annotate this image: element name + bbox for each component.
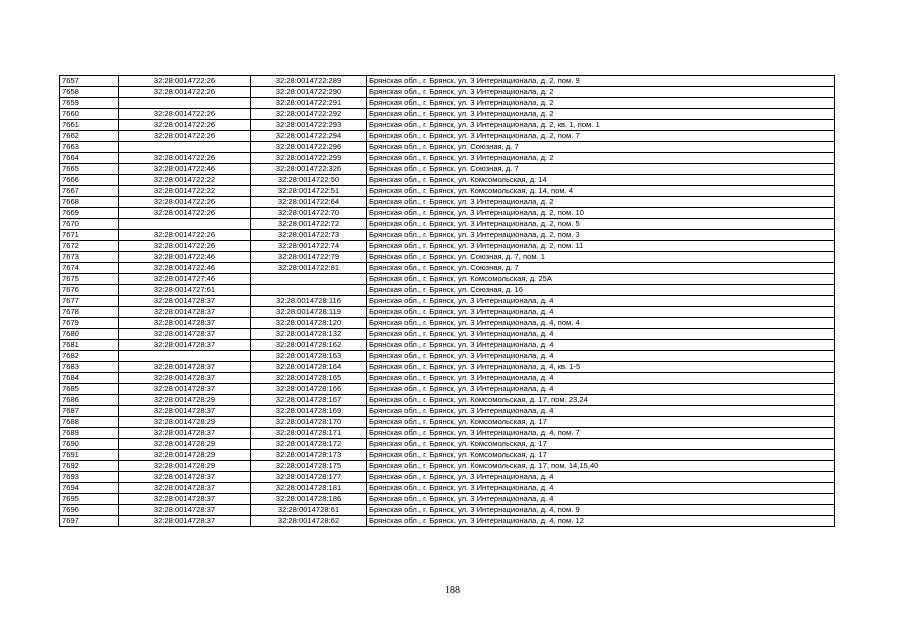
address-cell: Брянская обл., г. Брянск, ул. 3 Интернационала, д. 4, кв. 1-5 <box>367 362 835 373</box>
address-cell: Брянская обл., г. Брянск, ул. Союзная, д. 7 <box>367 164 835 175</box>
table-row <box>60 318 835 329</box>
address-cell: Брянская обл., г. Брянск, ул. 3 Интернационала, д. 4 <box>367 384 835 395</box>
row-number-cell: 7679 <box>60 318 119 329</box>
object-cadastral-cell: 32:28:0014722:64 <box>251 197 367 208</box>
parcel-cadastral-cell: 32:28:0014722:26 <box>119 109 251 120</box>
address-cell: Брянская обл., г. Брянск, ул. 3 Интернационала, д. 2, пом. 5 <box>367 219 835 230</box>
address-cell: Брянская обл., г. Брянск, ул. Комсомольская, д. 17 <box>367 450 835 461</box>
address-cell: Брянская обл., г. Брянск, ул. 3 Интернационала, д. 4 <box>367 406 835 417</box>
table-body <box>60 76 835 527</box>
object-cadastral-cell: 32:28:0014728:120 <box>251 318 367 329</box>
address-cell: Брянская обл., г. Брянск, ул. Комсомольская, д. 14 <box>367 175 835 186</box>
object-cadastral-cell <box>251 274 367 285</box>
object-cadastral-cell: 32:28:0014728:163 <box>251 351 367 362</box>
row-number-cell: 7673 <box>60 252 119 263</box>
row-number-cell: 7694 <box>60 483 119 494</box>
parcel-cadastral-cell: 32:28:0014722:26 <box>119 208 251 219</box>
parcel-cadastral-cell: 32:28:0014722:46 <box>119 164 251 175</box>
object-cadastral-cell: 32:28:0014728:172 <box>251 439 367 450</box>
row-number-cell: 7692 <box>60 461 119 472</box>
address-cell: Брянская обл., г. Брянск, ул. Комсомольская, д. 17, пом. 23,24 <box>367 395 835 406</box>
object-cadastral-cell: 32:28:0014728:166 <box>251 384 367 395</box>
table-row <box>60 120 835 131</box>
table-row <box>60 175 835 186</box>
table-row <box>60 362 835 373</box>
table-row <box>60 483 835 494</box>
table-row <box>60 197 835 208</box>
table-row <box>60 109 835 120</box>
table-row <box>60 76 835 87</box>
address-cell: Брянская обл., г. Брянск, ул. 3 Интернационала, д. 4 <box>367 373 835 384</box>
address-cell: Брянская обл., г. Брянск, ул. Союзная, д. 7 <box>367 263 835 274</box>
row-number-cell: 7669 <box>60 208 119 219</box>
parcel-cadastral-cell: 32:28:0014728:37 <box>119 505 251 516</box>
table-row <box>60 406 835 417</box>
object-cadastral-cell <box>251 285 367 296</box>
parcel-cadastral-cell: 32:28:0014728:29 <box>119 450 251 461</box>
address-cell: Брянская обл., г. Брянск, ул. 3 Интернационала, д. 2 <box>367 98 835 109</box>
parcel-cadastral-cell: 32:28:0014728:37 <box>119 318 251 329</box>
address-cell: Брянская обл., г. Брянск, ул. 3 Интернационала, д. 4 <box>367 340 835 351</box>
parcel-cadastral-cell: 32:28:0014722:22 <box>119 175 251 186</box>
address-cell: Брянская обл., г. Брянск, ул. Союзная, д. 16 <box>367 285 835 296</box>
row-number-cell: 7681 <box>60 340 119 351</box>
object-cadastral-cell: 32:28:0014722:50 <box>251 175 367 186</box>
object-cadastral-cell: 32:28:0014728:132 <box>251 329 367 340</box>
object-cadastral-cell: 32:28:0014722:291 <box>251 98 367 109</box>
table-row <box>60 373 835 384</box>
parcel-cadastral-cell: 32:28:0014728:37 <box>119 340 251 351</box>
parcel-cadastral-cell: 32:28:0014728:37 <box>119 362 251 373</box>
row-number-cell: 7688 <box>60 417 119 428</box>
parcel-cadastral-cell: 32:28:0014722:26 <box>119 76 251 87</box>
parcel-cadastral-cell: 32:28:0014728:37 <box>119 307 251 318</box>
parcel-cadastral-cell: 32:28:0014727:61 <box>119 285 251 296</box>
parcel-cadastral-cell: 32:28:0014728:37 <box>119 384 251 395</box>
object-cadastral-cell: 32:28:0014728:167 <box>251 395 367 406</box>
row-number-cell: 7683 <box>60 362 119 373</box>
object-cadastral-cell: 32:28:0014722:293 <box>251 120 367 131</box>
address-cell: Брянская обл., г. Брянск, ул. 3 Интернационала, д. 4 <box>367 483 835 494</box>
row-number-cell: 7680 <box>60 329 119 340</box>
parcel-cadastral-cell: 32:28:0014728:37 <box>119 296 251 307</box>
parcel-cadastral-cell <box>119 351 251 362</box>
object-cadastral-cell: 32:28:0014722:72 <box>251 219 367 230</box>
row-number-cell: 7691 <box>60 450 119 461</box>
table-row <box>60 164 835 175</box>
row-number-cell: 7671 <box>60 230 119 241</box>
address-cell: Брянская обл., г. Брянск, ул. 3 Интернационала, д. 2 <box>367 197 835 208</box>
address-cell: Брянская обл., г. Брянск, ул. Комсомольская, д. 25А <box>367 274 835 285</box>
table-row <box>60 417 835 428</box>
parcel-cadastral-cell: 32:28:0014728:37 <box>119 428 251 439</box>
object-cadastral-cell: 32:28:0014722:51 <box>251 186 367 197</box>
row-number-cell: 7693 <box>60 472 119 483</box>
table-row <box>60 230 835 241</box>
object-cadastral-cell: 32:28:0014722:292 <box>251 109 367 120</box>
object-cadastral-cell: 32:28:0014722:79 <box>251 252 367 263</box>
object-cadastral-cell: 32:28:0014728:119 <box>251 307 367 318</box>
table-row <box>60 494 835 505</box>
object-cadastral-cell: 32:28:0014722:289 <box>251 76 367 87</box>
address-cell: Брянская обл., г. Брянск, ул. 3 Интернационала, д. 2, кв. 1, пом. 1 <box>367 120 835 131</box>
table-row <box>60 153 835 164</box>
parcel-cadastral-cell: 32:28:0014727:46 <box>119 274 251 285</box>
page-number: 188 <box>445 585 460 596</box>
object-cadastral-cell: 32:28:0014728:173 <box>251 450 367 461</box>
address-cell: Брянская обл., г. Брянск, ул. Комсомольская, д. 17, пом. 14,15,40 <box>367 461 835 472</box>
address-cell: Брянская обл., г. Брянск, ул. 3 Интернационала, д. 2, пом. 7 <box>367 131 835 142</box>
table-row <box>60 208 835 219</box>
object-cadastral-cell: 32:28:0014728:61 <box>251 505 367 516</box>
object-cadastral-cell: 32:28:0014722:74 <box>251 241 367 252</box>
parcel-cadastral-cell: 32:28:0014722:46 <box>119 263 251 274</box>
table-row <box>60 285 835 296</box>
address-cell: Брянская обл., г. Брянск, ул. 3 Интернационала, д. 4 <box>367 494 835 505</box>
parcel-cadastral-cell: 32:28:0014722:26 <box>119 197 251 208</box>
object-cadastral-cell: 32:28:0014728:171 <box>251 428 367 439</box>
row-number-cell: 7677 <box>60 296 119 307</box>
object-cadastral-cell: 32:28:0014728:116 <box>251 296 367 307</box>
parcel-cadastral-cell: 32:28:0014722:22 <box>119 186 251 197</box>
row-number-cell: 7657 <box>60 76 119 87</box>
table-row <box>60 186 835 197</box>
parcel-cadastral-cell: 32:28:0014722:26 <box>119 87 251 98</box>
row-number-cell: 7670 <box>60 219 119 230</box>
address-cell: Брянская обл., г. Брянск, ул. Комсомольская, д. 17 <box>367 439 835 450</box>
object-cadastral-cell: 32:28:0014722:326 <box>251 164 367 175</box>
object-cadastral-cell: 32:28:0014728:177 <box>251 472 367 483</box>
parcel-cadastral-cell: 32:28:0014728:29 <box>119 439 251 450</box>
row-number-cell: 7667 <box>60 186 119 197</box>
row-number-cell: 7661 <box>60 120 119 131</box>
row-number-cell: 7658 <box>60 87 119 98</box>
parcel-cadastral-cell: 32:28:0014728:37 <box>119 373 251 384</box>
address-cell: Брянская обл., г. Брянск, ул. 3 Интернационала, д. 2, пом. 9 <box>367 76 835 87</box>
table-row <box>60 384 835 395</box>
row-number-cell: 7684 <box>60 373 119 384</box>
row-number-cell: 7690 <box>60 439 119 450</box>
row-number-cell: 7665 <box>60 164 119 175</box>
parcel-cadastral-cell <box>119 219 251 230</box>
row-number-cell: 7678 <box>60 307 119 318</box>
parcel-cadastral-cell: 32:28:0014722:26 <box>119 230 251 241</box>
parcel-cadastral-cell: 32:28:0014722:26 <box>119 241 251 252</box>
address-cell: Брянская обл., г. Брянск, ул. 3 Интернационала, д. 4 <box>367 329 835 340</box>
parcel-cadastral-cell: 32:28:0014728:37 <box>119 494 251 505</box>
parcel-cadastral-cell: 32:28:0014722:26 <box>119 153 251 164</box>
parcel-cadastral-cell: 32:28:0014728:37 <box>119 406 251 417</box>
parcel-cadastral-cell: 32:28:0014722:26 <box>119 131 251 142</box>
table-row <box>60 428 835 439</box>
parcel-cadastral-cell: 32:28:0014722:26 <box>119 120 251 131</box>
object-cadastral-cell: 32:28:0014728:186 <box>251 494 367 505</box>
table-row <box>60 351 835 362</box>
row-number-cell: 7672 <box>60 241 119 252</box>
address-cell: Брянская обл., г. Брянск, ул. 3 Интернационала, д. 4, пом. 7 <box>367 428 835 439</box>
address-cell: Брянская обл., г. Брянск, ул. 3 Интернационала, д. 4, пом. 9 <box>367 505 835 516</box>
address-cell: Брянская обл., г. Брянск, ул. 3 Интернационала, д. 4 <box>367 296 835 307</box>
table-row <box>60 131 835 142</box>
object-cadastral-cell: 32:28:0014728:175 <box>251 461 367 472</box>
table-row <box>60 472 835 483</box>
object-cadastral-cell: 32:28:0014722:73 <box>251 230 367 241</box>
address-cell: Брянская обл., г. Брянск, ул. 3 Интернационала, д. 2, пом. 11 <box>367 241 835 252</box>
parcel-cadastral-cell <box>119 142 251 153</box>
object-cadastral-cell: 32:28:0014722:296 <box>251 142 367 153</box>
parcel-cadastral-cell: 32:28:0014728:37 <box>119 472 251 483</box>
cadastral-table <box>59 75 835 527</box>
parcel-cadastral-cell: 32:28:0014728:29 <box>119 417 251 428</box>
object-cadastral-cell: 32:28:0014722:70 <box>251 208 367 219</box>
address-cell: Брянская обл., г. Брянск, ул. 3 Интернационала, д. 2 <box>367 109 835 120</box>
row-number-cell: 7674 <box>60 263 119 274</box>
row-number-cell: 7664 <box>60 153 119 164</box>
parcel-cadastral-cell: 32:28:0014728:37 <box>119 483 251 494</box>
address-cell: Брянская обл., г. Брянск, ул. Союзная, д. 7 <box>367 142 835 153</box>
table-row <box>60 461 835 472</box>
address-cell: Брянская обл., г. Брянск, ул. 3 Интернационала, д. 4, пом. 4 <box>367 318 835 329</box>
address-cell: Брянская обл., г. Брянск, ул. 3 Интернационала, д. 2, пом. 3 <box>367 230 835 241</box>
address-cell: Брянская обл., г. Брянск, ул. Союзная, д. 7, пом. 1 <box>367 252 835 263</box>
table-row <box>60 516 835 527</box>
row-number-cell: 7660 <box>60 109 119 120</box>
object-cadastral-cell: 32:28:0014722:294 <box>251 131 367 142</box>
address-cell: Брянская обл., г. Брянск, ул. Комсомольская, д. 17 <box>367 417 835 428</box>
row-number-cell: 7662 <box>60 131 119 142</box>
row-number-cell: 7676 <box>60 285 119 296</box>
row-number-cell: 7687 <box>60 406 119 417</box>
object-cadastral-cell: 32:28:0014728:165 <box>251 373 367 384</box>
object-cadastral-cell: 32:28:0014722:299 <box>251 153 367 164</box>
parcel-cadastral-cell: 32:28:0014728:37 <box>119 516 251 527</box>
row-number-cell: 7675 <box>60 274 119 285</box>
table-row <box>60 307 835 318</box>
table-row <box>60 329 835 340</box>
parcel-cadastral-cell: 32:28:0014728:29 <box>119 395 251 406</box>
object-cadastral-cell: 32:28:0014728:181 <box>251 483 367 494</box>
table-row <box>60 505 835 516</box>
object-cadastral-cell: 32:28:0014728:62 <box>251 516 367 527</box>
parcel-cadastral-cell <box>119 98 251 109</box>
parcel-cadastral-cell: 32:28:0014722:46 <box>119 252 251 263</box>
object-cadastral-cell: 32:28:0014728:164 <box>251 362 367 373</box>
object-cadastral-cell: 32:28:0014728:162 <box>251 340 367 351</box>
row-number-cell: 7696 <box>60 505 119 516</box>
object-cadastral-cell: 32:28:0014728:170 <box>251 417 367 428</box>
parcel-cadastral-cell: 32:28:0014728:37 <box>119 329 251 340</box>
object-cadastral-cell: 32:28:0014722:290 <box>251 87 367 98</box>
row-number-cell: 7682 <box>60 351 119 362</box>
table-row <box>60 450 835 461</box>
row-number-cell: 7666 <box>60 175 119 186</box>
address-cell: Брянская обл., г. Брянск, ул. 3 Интернационала, д. 2 <box>367 87 835 98</box>
object-cadastral-cell: 32:28:0014722:81 <box>251 263 367 274</box>
table-row <box>60 87 835 98</box>
row-number-cell: 7697 <box>60 516 119 527</box>
object-cadastral-cell: 32:28:0014728:169 <box>251 406 367 417</box>
table-row <box>60 296 835 307</box>
table-row <box>60 274 835 285</box>
address-cell: Брянская обл., г. Брянск, ул. 3 Интернационала, д. 2 <box>367 153 835 164</box>
table-row <box>60 219 835 230</box>
address-cell: Брянская обл., г. Брянск, ул. Комсомольская, д. 14, пом. 4 <box>367 186 835 197</box>
row-number-cell: 7686 <box>60 395 119 406</box>
table-row <box>60 439 835 450</box>
table-row <box>60 395 835 406</box>
table-row <box>60 340 835 351</box>
address-cell: Брянская обл., г. Брянск, ул. 3 Интернационала, д. 2, пом. 10 <box>367 208 835 219</box>
address-cell: Брянская обл., г. Брянск, ул. 3 Интернационала, д. 4 <box>367 307 835 318</box>
address-cell: Брянская обл., г. Брянск, ул. 3 Интернационала, д. 4, пом. 12 <box>367 516 835 527</box>
row-number-cell: 7685 <box>60 384 119 395</box>
table-row <box>60 241 835 252</box>
table-row <box>60 98 835 109</box>
row-number-cell: 7659 <box>60 98 119 109</box>
table-row <box>60 252 835 263</box>
table-row <box>60 142 835 153</box>
row-number-cell: 7668 <box>60 197 119 208</box>
address-cell: Брянская обл., г. Брянск, ул. 3 Интернационала, д. 4 <box>367 472 835 483</box>
row-number-cell: 7663 <box>60 142 119 153</box>
table-row <box>60 263 835 274</box>
row-number-cell: 7695 <box>60 494 119 505</box>
address-cell: Брянская обл., г. Брянск, ул. 3 Интернационала, д. 4 <box>367 351 835 362</box>
parcel-cadastral-cell: 32:28:0014728:29 <box>119 461 251 472</box>
row-number-cell: 7689 <box>60 428 119 439</box>
